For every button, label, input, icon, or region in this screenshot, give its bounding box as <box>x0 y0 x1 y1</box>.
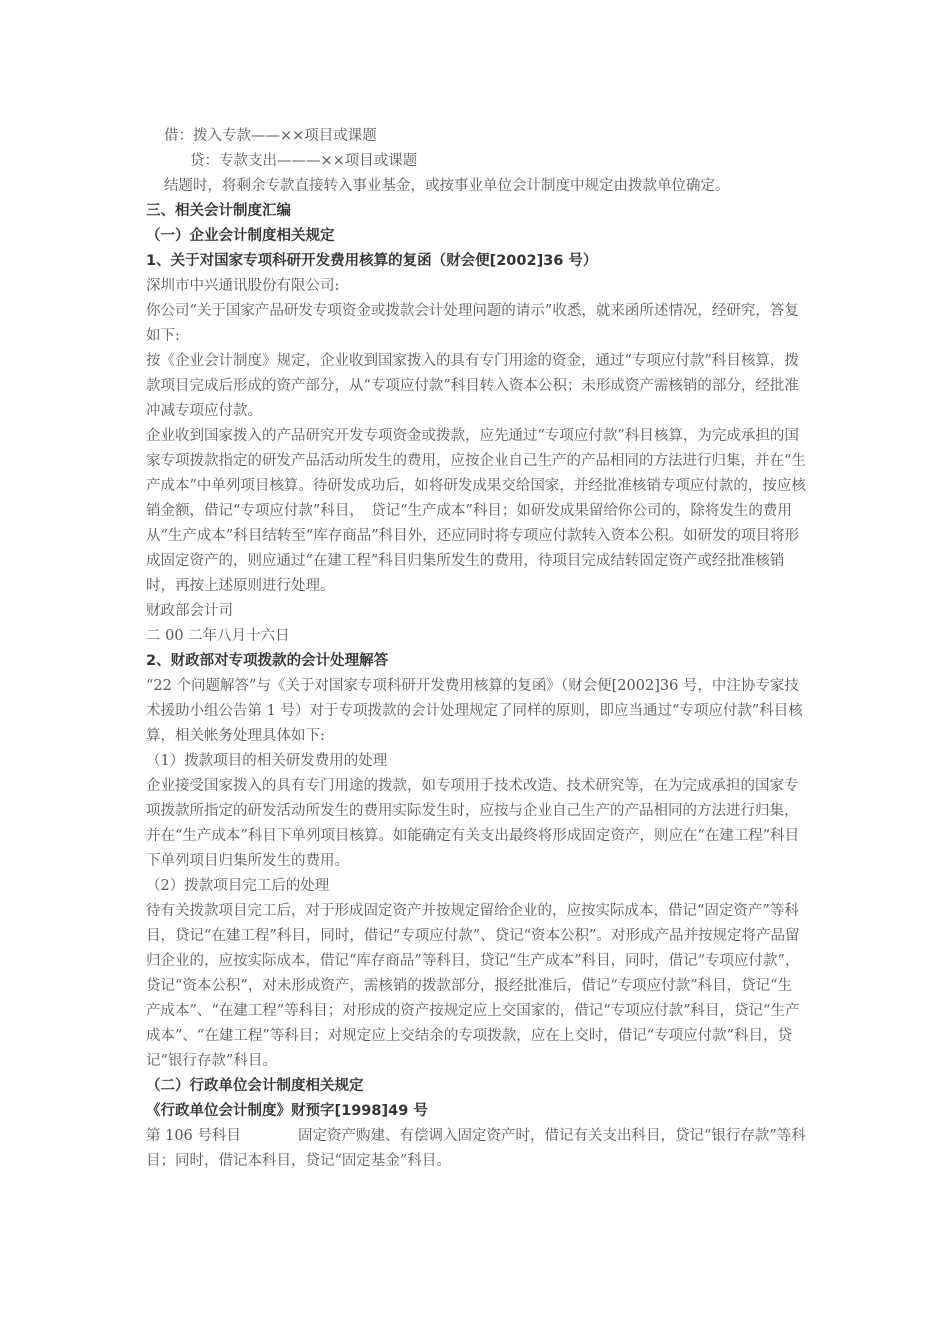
item-heading-2: （2）拨款项目完工后的处理 <box>146 878 330 894</box>
paragraph-completion: 待有关拨款项目完工后，对于形成固定资产并按规定留给企业的，应按实际成本，借记“固定资产”等科目，贷记“在建工程”科目，同时，借记“专项应付款”、贷记“资本公积”。对形成产品并按规定将产品留归企业的，应按实际成本，借记“库存商品”等科目，贷记“生产成本”科目，同时，借记“专项应付款”，贷记“资本公积”，对未形成资产，需核销的拨款部分，报经批准后，借记“专项应付款”科目，贷记“生产成本”、“在建工程”等科目；对形成的资产按规定应上交国家的，借记“专项应付款”科目，贷记“生产成本”、“在建工程”等科目；对规定应上交结余的专项拨款，应在上交时，借记“专项应付款”科目，贷记“银行存款”科目。 <box>146 903 800 1069</box>
paragraph-rd-expense: 企业接受国家拨入的具有专门用途的拨款，如专项用于技术改造、技术研究等，在为完成承担的国家专项拨款所指定的研发活动所发生的费用实际发生时，应按与企业自己生产的产品相同的方法进行归集，并在“生产成本”科目下单列项目核算。如能确定有关支出最终将形成固定资产，则应在“在建工程”科目下单列项目归集所发生的费用。 <box>146 778 800 869</box>
subsection-heading-admin: （二）行政单位会计制度相关规定 <box>146 1078 364 1094</box>
paragraph-reply-intro: 你公司“关于国家产品研发专项资金或拨款会计处理问题的请示”收悉，就来函所述情况，经研究，答复如下: <box>146 303 799 344</box>
subsection-heading-enterprise: （一）企业会计制度相关规定 <box>146 228 335 244</box>
entry-debit: 借：拨入专款——××项目或课题 <box>164 128 377 144</box>
account-number-label: 第 106 号科目 <box>146 1128 241 1144</box>
entry-credit: 贷：专款支出———××项目或课题 <box>190 153 418 169</box>
article-heading-2: 2、财政部对专项拨款的会计处理解答 <box>146 653 389 669</box>
section-heading-3: 三、相关会计制度汇编 <box>146 203 291 219</box>
document-body <box>146 124 806 1174</box>
addressee: 深圳市中兴通讯股份有限公司: <box>146 278 340 294</box>
account-106-paragraph <box>146 1124 806 1174</box>
signature-dept: 财政部会计司 <box>146 603 233 619</box>
item-heading-1: （1）拨款项目的相关研发费用的处理 <box>146 753 388 769</box>
paragraph-rd-funds: 企业收到国家拨入的产品研究开发专项资金或拨款，应先通过“专项应付款”科目核算，为完成承担的国家专项拨款指定的研发产品活动所发生的费用，应按企业自己生产的产品相同的方法进行归集，并在“生产成本”中单列项目核算。待研发成功后，如将研发成果交给国家，并经批准核销专项应付款的，按应核销金额，借记“专项应付款”科目， 贷记“生产成本”科目；如研发成果留给你公司的，除将发生的费用从“生产成本”科目结转至“库存商品”科目外，还应同时将专项应付款转入资本公积。如研发的项目将形成固定资产的，则应通过“在建工程”科目归集所发生的费用，待项目完成结转固定资产或经批准核销时，再按上述原则进行处理。 <box>146 428 806 594</box>
paragraph-rule: 按《企业会计制度》规定，企业收到国家拨入的具有专门用途的资金，通过“专项应付款”科目核算，拨款项目完成后形成的资产部分，从“专项应付款”科目转入资本公积；未形成资产需核销的部分，经批准冲减专项应付款。 <box>146 353 799 419</box>
closing-note: 结题时，将剩余专款直接转入事业基金，或按事业单位会计制度中规定由拨款单位确定。 <box>164 178 730 194</box>
paragraph-22-questions: “22 个问题解答”与《关于对国家专项科研开发费用核算的复函》（财会便[2002]36 号，中注协专家技术援助小组公告第 1 号）对于专项拨款的会计处理规定了同样的原则，即应当通过“专项应付款”科目核算，相关帐务处理具体如下: <box>146 678 803 744</box>
account-106-text: 固定资产购建、有偿调入固定资产时，借记有关支出科目，贷记“银行存款”等科目；同时，借记本科目，贷记“固定基金”科目。 <box>146 1128 806 1169</box>
article-heading-1: 1、关于对国家专项科研开发费用核算的复函（财会便[2002]36 号） <box>146 253 598 269</box>
signature-date: 二 00 二年八月十六日 <box>146 628 290 644</box>
article-heading-admin-rule: 《行政单位会计制度》财预字[1998]49 号 <box>146 1103 428 1119</box>
